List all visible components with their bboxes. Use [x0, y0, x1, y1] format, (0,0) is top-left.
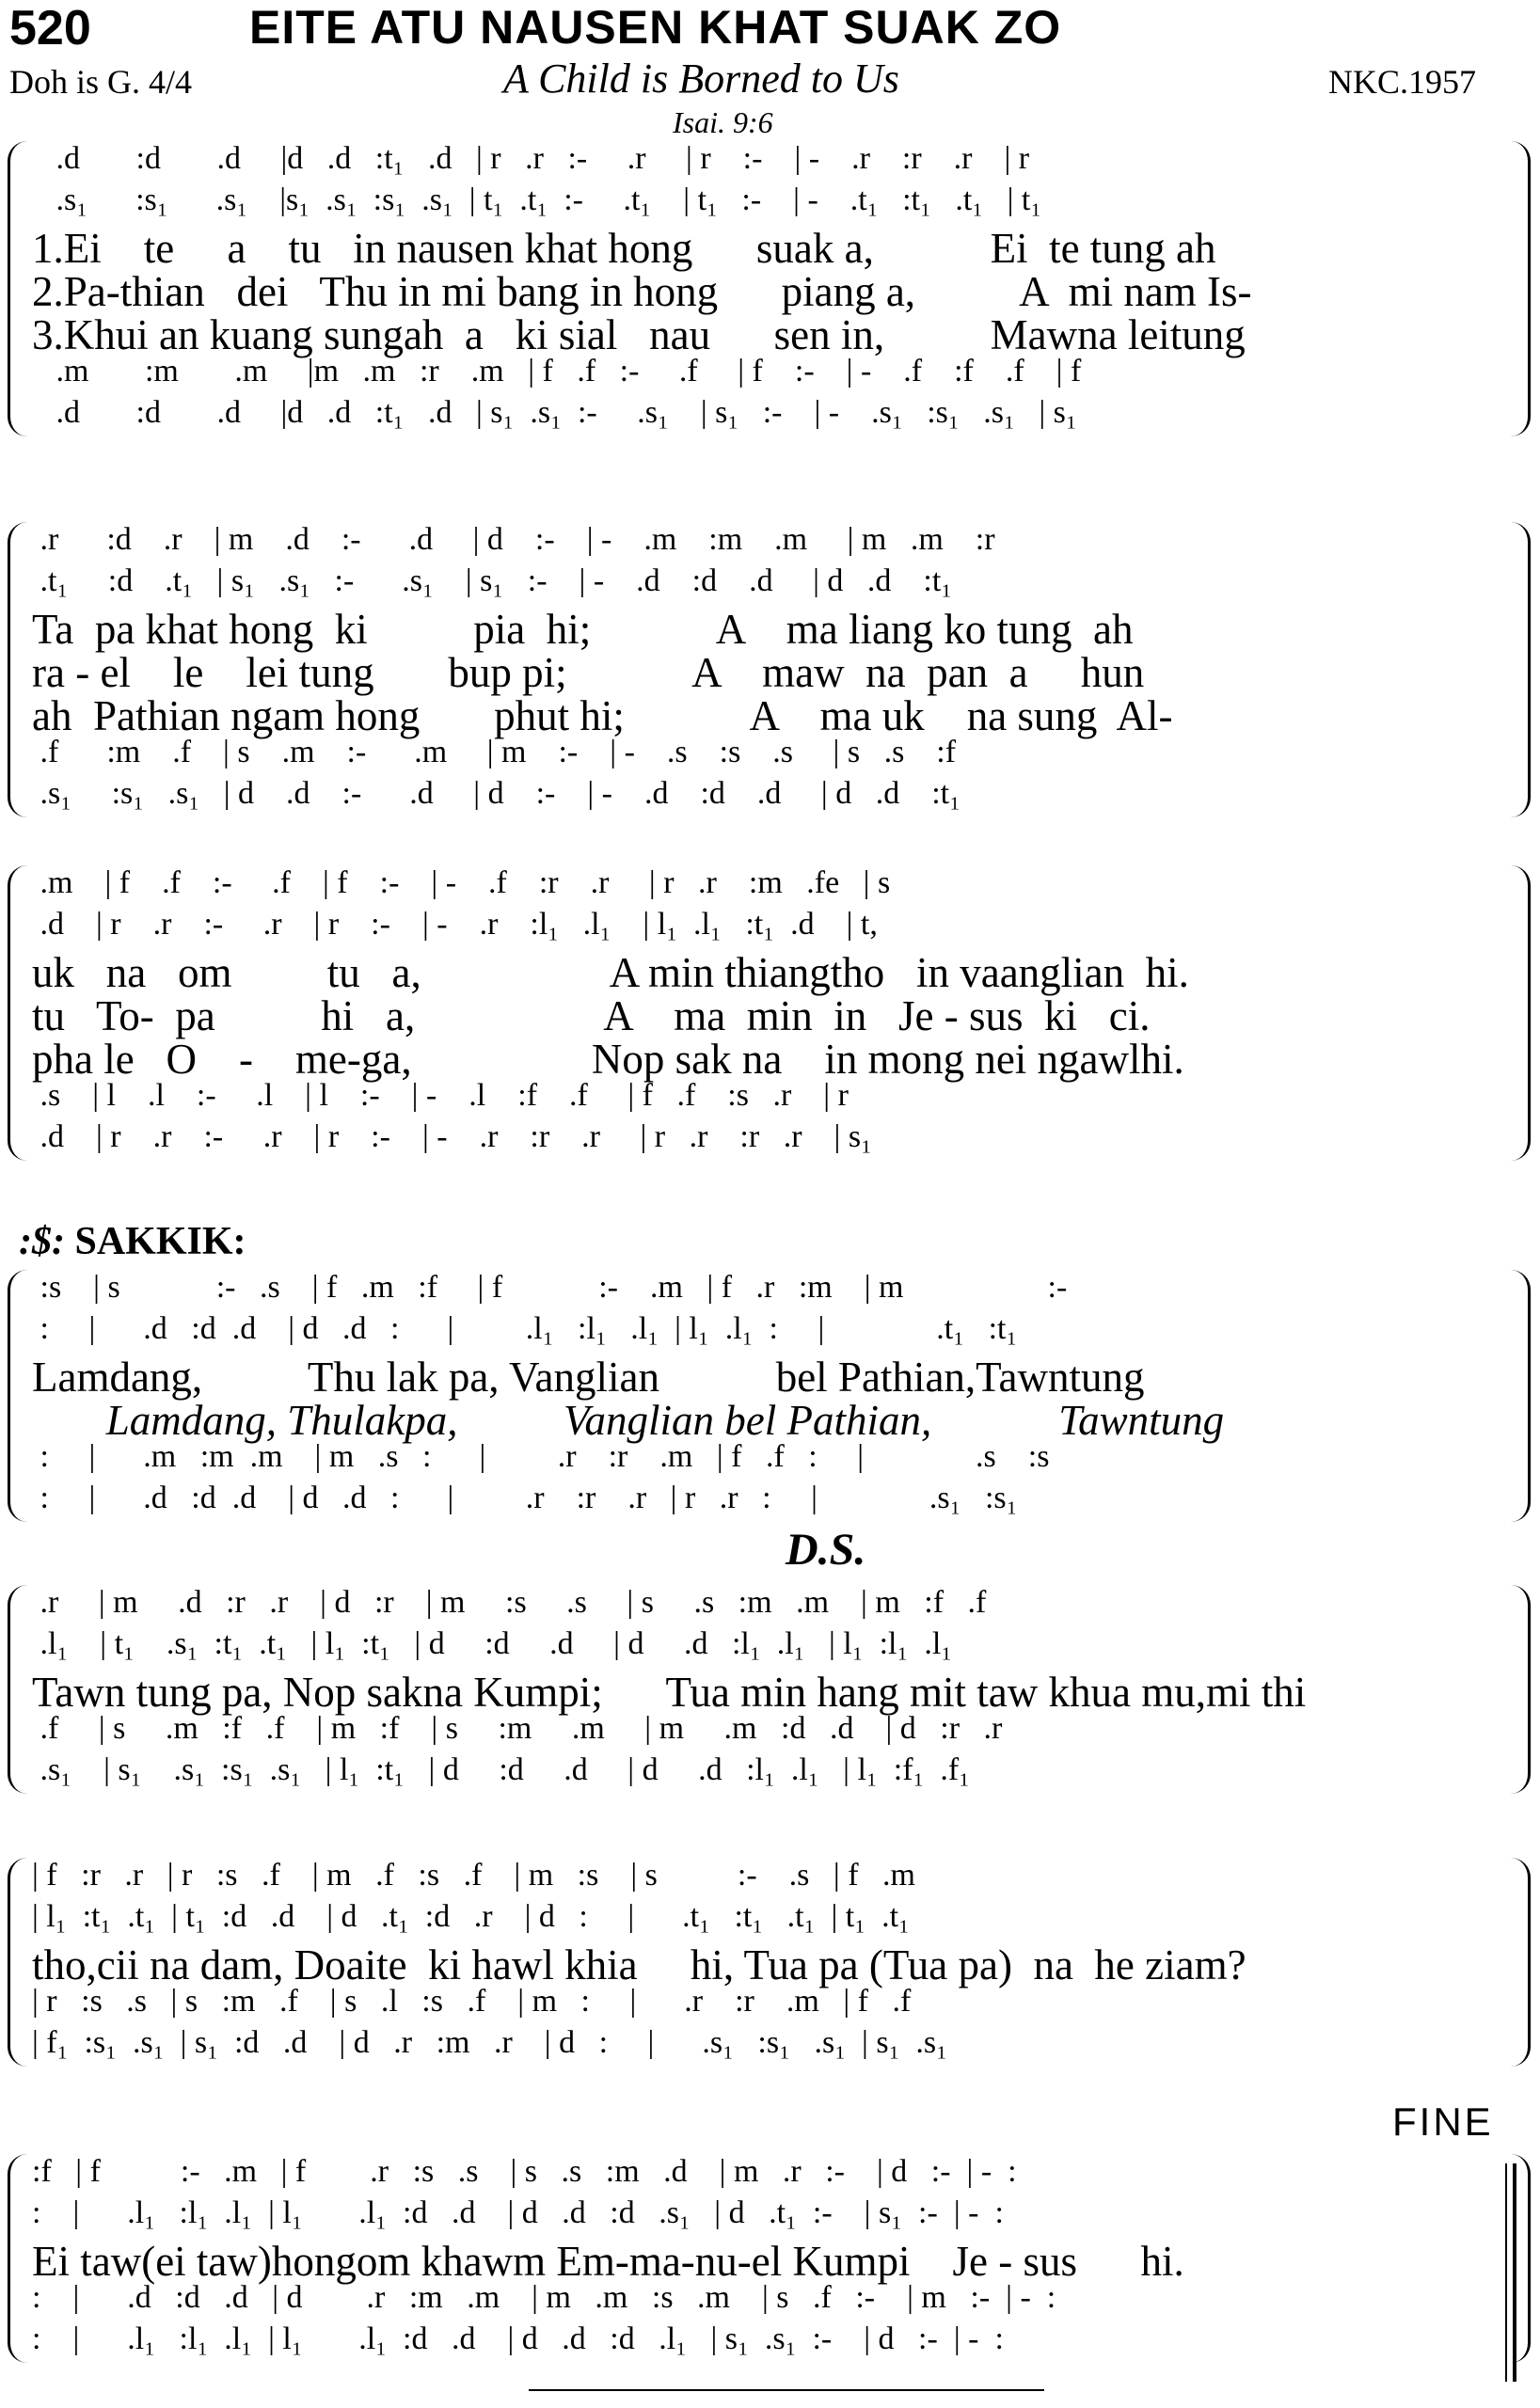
lyric-line: 1.Ei te a tu in nausen khat hong suak a, Ei te tung ah	[32, 225, 1216, 272]
final-double-bar	[1513, 2163, 1516, 2382]
solfa-line: .s₁ :s₁ .s₁ | d .d :- .d | d :- | - .d :d .d | d .d :t₁	[32, 776, 961, 811]
lyric-line: tu To- pa hi a, A ma min in Je - sus ki ci.	[32, 992, 1151, 1039]
solfa-line: .m :m .m |m .m :r .m | f .f :- .f | f :- | - .f :f .f | f	[32, 354, 1082, 388]
solfa-line: : | .d :d .d | d .d : | .l₁ :l₁ .l₁ | l₁ .l₁ : | .t₁ :t₁	[32, 1311, 1018, 1346]
solfa-line: .r :d .r | m .d :- .d | d :- | - .m :m .m | m .m :r	[32, 522, 995, 557]
dal-segno-marker: D.S.	[786, 1525, 866, 1575]
right-brace	[1511, 1585, 1531, 1794]
lyric-line: tho,cii na dam, Doaite ki hawl khia hi, Tua pa (Tua pa) na he ziam?	[32, 1941, 1246, 1988]
solfa-line: : | .d :d .d | d .r :m .m | m .m :s .m | s .f :- | m :- | - :	[32, 2280, 1056, 2315]
right-brace	[1511, 865, 1531, 1161]
solfa-line: .f :m .f | s .m :- .m | m :- | - .s :s .s | s .s :f	[32, 735, 957, 769]
scripture-reference: Isai. 9:6	[673, 105, 773, 139]
solfa-line: .t₁ :d .t₁ | s₁ .s₁ :- .s₁ | s₁ :- | - .d :d .d | d .d :t₁	[32, 563, 953, 598]
solfa-line: .m | f .f :- .f | f :- | - .f :r .r | r .r :m .fe | s	[32, 865, 891, 900]
hymn-code: NKC.1957	[1328, 63, 1477, 101]
left-brace	[8, 141, 27, 436]
left-brace	[8, 1585, 27, 1794]
solfa-line: : | .d :d .d | d .d : | .r :r .r | r .r : | .s₁ :s₁	[32, 1481, 1018, 1515]
solfa-line: .s | l .l :- .l | l :- | - .l :f .f | f .f :s .r | r	[32, 1078, 849, 1113]
right-brace	[1511, 1270, 1531, 1522]
lyric-line: Lamdang, Thulakpa, Vanglian bel Pathian, Tawntung	[32, 1397, 1225, 1444]
lyric-line: Ei taw(ei taw)hongom khawm Em-ma-nu-el Kumpi Je - sus hi.	[32, 2238, 1184, 2285]
solfa-line: .d :d .d |d .d :t₁ .d | r .r :- .r | r :- | - .r :r .r | r	[32, 141, 1030, 176]
segno-sign: :$:	[19, 1220, 65, 1263]
left-brace	[8, 865, 27, 1161]
left-brace	[8, 1270, 27, 1522]
lyric-line: 2.Pa-thian dei Thu in mi bang in hong piang a, A mi nam Is-	[32, 268, 1252, 315]
solfa-line: | f :r .r | r :s .f | m .f :s .f | m :s | s :- .s | f .m	[32, 1858, 915, 1893]
solfa-line: .r | m .d :r .r | d :r | m :s .s | s .s :m .m | m :f .f	[32, 1585, 987, 1620]
solfa-line: | r :s .s | s :m .f | s .l :s .f | m : | .r :r .m | f .f	[32, 1984, 912, 2019]
lyric-line: uk na om tu a, A min thiangtho in vaanglian hi.	[32, 949, 1189, 996]
bottom-rule	[529, 2389, 1044, 2391]
hymn-title: EITE ATU NAUSEN KHAT SUAK ZO	[249, 1, 1062, 54]
solfa-line: :f | f :- .m | f .r :s .s | s .s :m .d | m .r :- | d :- | - :	[32, 2154, 1017, 2189]
lyric-line: ra - el le lei tung bup pi; A maw na pan a hun	[32, 649, 1145, 696]
solfa-line: :s | s :- .s | f .m :f | f :- .m | f .r :m | m :-	[32, 1270, 1068, 1305]
left-brace	[8, 2154, 27, 2363]
lyric-line: 3.Khui an kuang sungah a ki sial nau sen in, Mawna leitung	[32, 311, 1246, 358]
key-signature: Doh is G. 4/4	[9, 63, 193, 101]
chorus-label	[19, 1219, 246, 1264]
right-brace	[1511, 141, 1531, 436]
lyric-line: pha le O - me-ga, Nop sak na in mong nei ngawlhi.	[32, 1036, 1184, 1083]
solfa-line: | l₁ :t₁ .t₁ | t₁ :d .d | d .t₁ :d .r | d : | .t₁ :t₁ .t₁ | t₁ .t₁	[32, 1899, 910, 1934]
solfa-line: .l₁ | t₁ .s₁ :t₁ .t₁ | l₁ :t₁ | d :d .d | d .d :l₁ .l₁ | l₁ :l₁ .l₁	[32, 1626, 953, 1661]
solfa-line: : | .l₁ :l₁ .l₁ | l₁ .l₁ :d .d | d .d :d .l₁ | s₁ .s₁ :- | d :- | - :	[32, 2321, 1004, 2356]
lyric-line: Lamdang, Thu lak pa, Vanglian bel Pathian,Tawntung	[32, 1354, 1145, 1401]
lyric-line: ah Pathian ngam hong phut hi; A ma uk na sung Al-	[32, 692, 1173, 739]
solfa-line: .d | r .r :- .r | r :- | - .r :l₁ .l₁ | l₁ .l₁ :t₁ .d | t,	[32, 907, 878, 942]
chorus-label-text: SAKKIK:	[74, 1220, 246, 1263]
lyric-line: Tawn tung pa, Nop sakna Kumpi; Tua min hang mit taw khua mu,mi thi	[32, 1669, 1307, 1716]
final-double-bar	[1505, 2163, 1507, 2382]
solfa-line: | f₁ :s₁ .s₁ | s₁ :d .d | d .r :m .r | d : | .s₁ :s₁ .s₁ | s₁ .s₁	[32, 2025, 948, 2060]
left-brace	[8, 1858, 27, 2067]
solfa-line: .s₁ | s₁ .s₁ :s₁ .s₁ | l₁ :t₁ | d :d .d | d .d :l₁ .l₁ | l₁ :f₁ .f₁	[32, 1752, 971, 1787]
left-brace	[8, 522, 27, 817]
solfa-line: .d :d .d |d .d :t₁ .d | s₁ .s₁ :- .s₁ | s₁ :- | - .s₁ :s₁ .s₁ | s₁	[32, 395, 1077, 430]
right-brace	[1511, 522, 1531, 817]
solfa-line: : | .m :m .m | m .s : | .r :r .m | f .f : | .s :s	[32, 1439, 1050, 1474]
solfa-line: .f | s .m :f .f | m :f | s :m .m | m .m :d .d | d :r .r	[32, 1711, 1003, 1746]
fine-marker: FINE	[1392, 2099, 1494, 2144]
right-brace	[1511, 1858, 1531, 2067]
hymn-number: 520	[9, 1, 91, 55]
solfa-line: : | .l₁ :l₁ .l₁ | l₁ .l₁ :d .d | d .d :d .s₁ | d .t₁ :- | s₁ :- | - :	[32, 2195, 1004, 2230]
solfa-line: .d | r .r :- .r | r :- | - .r :r .r | r .r :r .r | s₁	[32, 1119, 872, 1154]
hymn-subtitle: A Child is Borned to Us	[503, 55, 899, 102]
solfa-line: .s₁ :s₁ .s₁ |s₁ .s₁ :s₁ .s₁ | t₁ .t₁ :- .t₁ | t₁ :- | - .t₁ :t₁ .t₁ | t₁	[32, 182, 1042, 217]
lyric-line: Ta pa khat hong ki pia hi; A ma liang ko tung ah	[32, 606, 1134, 653]
